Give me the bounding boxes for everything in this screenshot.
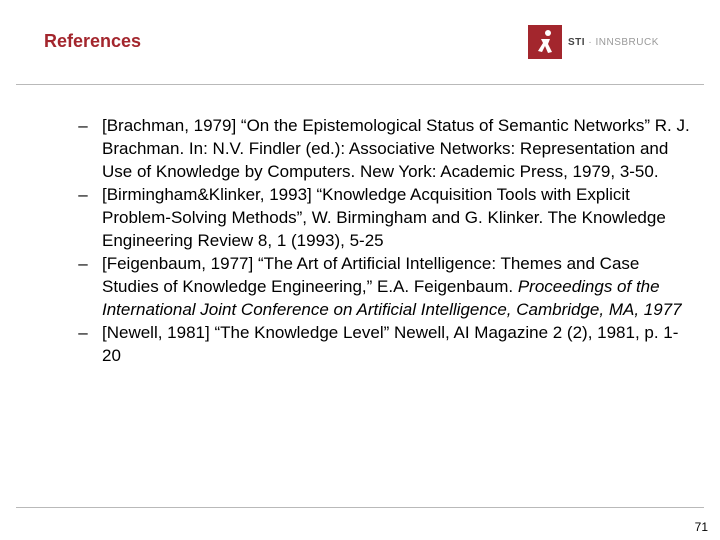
header-divider bbox=[16, 84, 704, 85]
reference-list bbox=[72, 114, 692, 367]
sti-innsbruck-logo bbox=[528, 25, 659, 59]
reference-text: [Brachman, 1979] “On the Epistemological Status of Semantic Networks” R. J. Brachman. In: N.V. Findler (ed.): Associative Networks: Representation and Use of Knowledge by Computers. New York: Academic Press, 1979, 3-50. bbox=[102, 116, 690, 181]
reference-item bbox=[72, 321, 692, 367]
list-bullet: – bbox=[78, 323, 88, 342]
reference-italic-text: Proceedings of the International Joint Conference on Artificial Intelligence, Cambridge, MA, 1977 bbox=[102, 277, 682, 319]
reference-text: [Feigenbaum, 1977] “The Art of Artificial Intelligence: Themes and Case Studies of Knowledge Engineering,” E.A. Feigenbaum. bbox=[102, 254, 640, 296]
logo-separator: · bbox=[588, 36, 593, 48]
logo-place-text: INNSBRUCK bbox=[595, 36, 659, 48]
reference-text: [Newell, 1981] “The Knowledge Level” Newell, AI Magazine 2 (2), 1981, p. 1-20 bbox=[102, 323, 679, 365]
sti-logo-icon bbox=[528, 25, 562, 59]
logo-wordmark bbox=[568, 37, 659, 48]
list-bullet: – bbox=[78, 254, 88, 273]
reference-item bbox=[72, 252, 692, 321]
logo-mark-text: STI bbox=[568, 36, 586, 48]
reference-item bbox=[72, 183, 692, 252]
list-bullet: – bbox=[78, 185, 88, 204]
slide-title: References bbox=[44, 31, 142, 51]
footer-divider bbox=[16, 507, 704, 508]
reference-item bbox=[72, 114, 692, 183]
list-bullet: – bbox=[78, 116, 88, 135]
reference-text: [Birmingham&Klinker, 1993] “Knowledge Acquisition Tools with Explicit Problem-Solving Methods”, W. Birmingham and G. Klinker. The Knowledge Engineering Review 8, 1 (1993), 5-25 bbox=[102, 185, 666, 250]
page-number: 71 bbox=[694, 520, 708, 534]
